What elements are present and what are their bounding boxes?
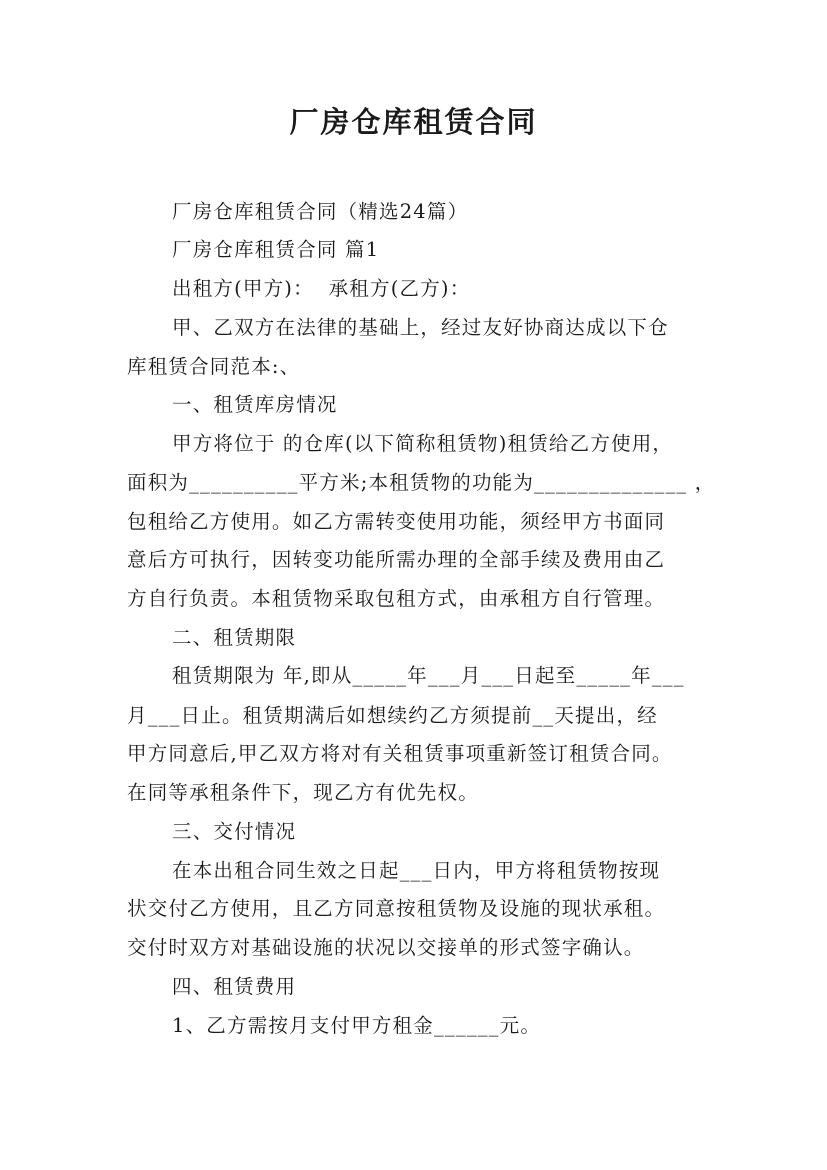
paragraph-line: 面积为__________平方米;本租赁物的功能为______________ ， bbox=[127, 471, 716, 494]
paragraph-line: 在本出租合同生效之日起___日内，甲方将租赁物按现 bbox=[172, 859, 661, 882]
paragraph-line: 交付时双方对基础设施的状况以交接单的形式签字确认。 bbox=[127, 936, 645, 959]
section-heading: 四、租赁费用 bbox=[172, 975, 297, 998]
paragraph-line: 租赁期限为 年,即从_____年___月___日起至_____年___ bbox=[172, 664, 685, 687]
paragraph-line: 出租方(甲方)： 承租方(乙方)： bbox=[172, 277, 471, 300]
paragraph-line: 1、乙方需按月支付甲方租金______元。 bbox=[172, 1014, 542, 1037]
paragraph-line: 厂房仓库租赁合同（精选24篇） bbox=[172, 200, 469, 223]
paragraph-line: 包租给乙方使用。如乙方需转变使用功能，须经甲方书面同 bbox=[127, 510, 666, 533]
paragraph-line: 甲方同意后,甲乙双方将对有关租赁事项重新签订租赁合同。 bbox=[127, 742, 673, 765]
paragraph-line: 方自行负责。本租赁物采取包租方式，由承租方自行管理。 bbox=[127, 587, 666, 610]
paragraph-line: 库租赁合同范本:、 bbox=[127, 355, 301, 378]
document-title: 厂房仓库租赁合同 bbox=[289, 105, 538, 139]
paragraph-line: 在同等承租条件下，现乙方有优先权。 bbox=[127, 781, 479, 804]
section-heading: 二、租赁期限 bbox=[172, 626, 297, 649]
paragraph-line: 甲方将位于 的仓库(以下简称租赁物)租赁给乙方使用， bbox=[172, 432, 674, 455]
paragraph-line: 甲、乙双方在法律的基础上，经过友好协商达成以下仓 bbox=[172, 316, 669, 339]
paragraph-line: 月___日止。租赁期满后如想续约乙方须提前__天提出，经 bbox=[127, 704, 658, 727]
paragraph-line: 意后方可执行，因转变功能所需办理的全部手续及费用由乙 bbox=[127, 548, 666, 571]
section-heading: 一、租赁库房情况 bbox=[172, 393, 338, 416]
paragraph-line: 厂房仓库租赁合同 篇1 bbox=[172, 238, 380, 261]
paragraph-line: 状交付乙方使用，且乙方同意按租赁物及设施的现状承租。 bbox=[127, 897, 666, 920]
section-heading: 三、交付情况 bbox=[172, 820, 297, 843]
